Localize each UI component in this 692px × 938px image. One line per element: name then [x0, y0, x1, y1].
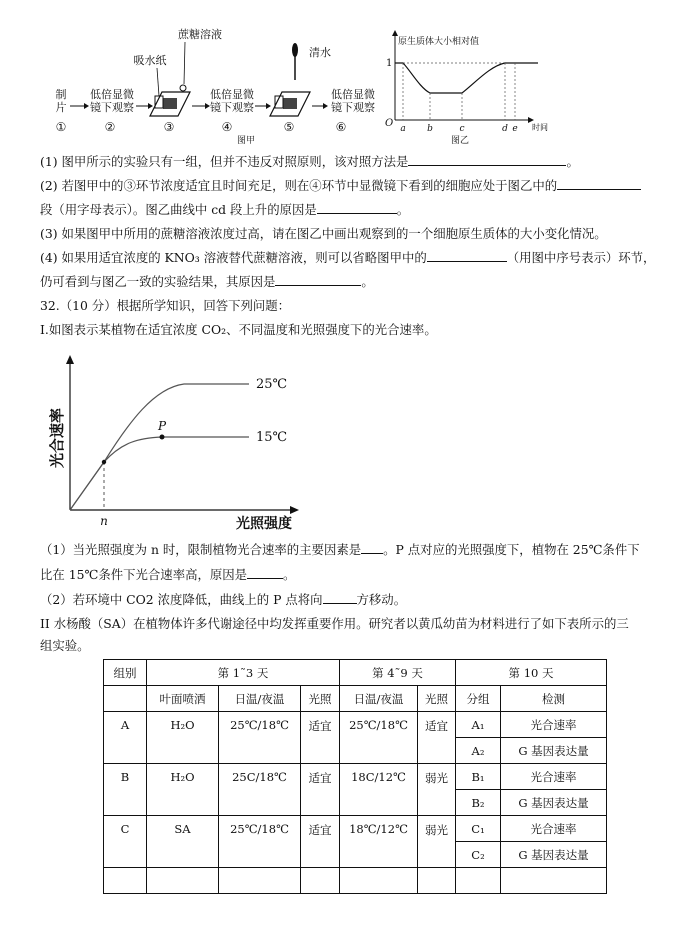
yi-tick-e: e [512, 124, 518, 134]
cell-empty [104, 868, 147, 894]
series-line-25c [70, 384, 249, 510]
question-2-line-1 [40, 177, 680, 195]
question-4-line-1 [40, 249, 680, 267]
cell-light-1: 适宜 [301, 816, 340, 868]
header-test: 检测 [501, 686, 607, 712]
cell-group-id: C [104, 816, 147, 868]
header-light-2: 光照 [418, 686, 456, 712]
figure-yi [380, 28, 580, 146]
cell-subgroup: B₁ [456, 764, 501, 790]
cell-empty [147, 868, 219, 894]
question-4-end: 。 [361, 274, 374, 289]
step-6-text-2: 镜下观察 [331, 101, 375, 114]
pc-y-arrow [66, 355, 74, 364]
header-day-10: 第 10 天 [456, 660, 607, 686]
question-1-text: (1) 图甲所示的实验只有一组，但并不违反对照原则，该对照方法是 [40, 154, 409, 169]
yi-xlabel: 时间 [532, 123, 548, 132]
arrow-1-head [84, 103, 89, 109]
sub-question-1-line-1 [40, 541, 680, 559]
label-sucrose-line [184, 42, 185, 84]
arrow-5-head [323, 103, 328, 109]
header-day-1-3: 第 1˜3 天 [147, 660, 340, 686]
header-group: 组别 [104, 660, 147, 686]
pc-point-n [102, 460, 106, 464]
yi-tick-b: b [427, 124, 433, 134]
step-2-text-2: 镜下观察 [90, 101, 134, 114]
sub-question-1-text-2: 比在 15℃条件下光合速率高，原因是 [40, 567, 248, 582]
question-3 [40, 225, 680, 243]
series-line-15c [70, 437, 249, 510]
header-day-4-9: 第 4˜9 天 [340, 660, 456, 686]
cell-empty [219, 868, 301, 894]
sub-question-1-text: （1）当光照强度为 n 时，限制植物光合速率的主要因素是 [40, 542, 362, 557]
pc-point-p-label: P [158, 419, 167, 433]
step-2-num: ② [104, 120, 116, 134]
yi-y-arrow [392, 30, 398, 36]
table-row [104, 816, 607, 842]
sub-question-1-line-2 [40, 566, 680, 584]
step-3-num: ③ [163, 120, 175, 134]
answer-blank-q2b[interactable] [317, 201, 397, 214]
cell-empty [501, 868, 607, 894]
question-4-text: (4) 如果用适宜浓度的 KNO₃ 溶液替代蔗糖溶液，则可以省略图甲中的 [40, 250, 427, 265]
pc-point-p [160, 435, 165, 440]
cell-light-2: 弱光 [418, 764, 456, 816]
question-1-end: 。 [566, 154, 579, 169]
step-1-text-2: 片 [55, 101, 67, 114]
sub-question-2-text-b: 方移动。 [356, 592, 407, 607]
pc-tick-n: n [100, 514, 108, 528]
cell-test: G 基因表达量 [501, 738, 607, 764]
step-1-num: ① [55, 120, 67, 134]
yi-origin: O [385, 118, 394, 129]
yi-curve [395, 63, 538, 93]
step-4-text-1: 低倍显微 [210, 88, 254, 101]
cell-empty [301, 868, 340, 894]
table-row-empty [104, 868, 607, 894]
question-4-text-b: （用图中序号表示）环节， [506, 250, 656, 265]
cell-subgroup: C₁ [456, 816, 501, 842]
header-empty [104, 686, 147, 712]
cell-test: 光合速率 [501, 764, 607, 790]
cell-empty [418, 868, 456, 894]
cell-light-1: 适宜 [301, 764, 340, 816]
question-4-text-2: 仍可看到与图乙一致的实验结果，其原因是 [40, 274, 276, 289]
question-1 [40, 153, 680, 171]
step-6-num: ⑥ [335, 120, 347, 134]
table-header-row-2 [104, 686, 607, 712]
cell-temp-2: 18C/12℃ [340, 764, 418, 816]
sub-question-2-text: （2）若环境中 CO2 浓度降低，曲线上的 P 点将向 [40, 592, 323, 607]
cell-group-id: B [104, 764, 147, 816]
pc-x-arrow [290, 506, 299, 514]
arrow-2-head [148, 103, 153, 109]
part-2-line-2 [40, 637, 680, 655]
yi-ylabel: 原生质体大小相对值 [398, 37, 480, 47]
label-paper-line [157, 68, 159, 96]
cell-empty [340, 868, 418, 894]
dropper-icon [292, 43, 298, 80]
yi-tick-a: a [400, 124, 406, 134]
cell-subgroup: A₂ [456, 738, 501, 764]
experiment-table [103, 659, 607, 894]
sub-question-2 [40, 591, 680, 609]
series-label-15c: 15℃ [256, 430, 288, 445]
question-3-text: (3) 如果图甲中所用的蔗糖溶液浓度过高，请在图乙中画出观察到的一个细胞原生质体的大小变化情况。 [40, 226, 607, 241]
answer-blank-q1[interactable] [408, 153, 566, 166]
part-2-text-2: 组实验。 [40, 638, 90, 653]
table-row [104, 712, 607, 738]
cell-test: 光合速率 [501, 712, 607, 738]
question-2-line-2 [40, 201, 680, 219]
cell-test: 光合速率 [501, 816, 607, 842]
cell-group-id: A [104, 712, 147, 764]
slide-icon-5 [270, 92, 310, 116]
part-1-intro-text: I.如图表示某植物在适宜浓度 CO₂、不同温度和光照强度下的光合速率。 [40, 322, 437, 337]
question-2-text-2: 段（用字母表示）。图乙曲线中 cd 段上升的原因是 [40, 202, 317, 217]
part-2-text: II 水杨酸（SA）在植物体许多代谢途径中均发挥重要作用。研究者以黄瓜幼苗为材料进行了如下表所示的三 [40, 616, 629, 631]
pc-xlabel: 光照强度 [236, 516, 292, 532]
cell-spray: H₂O [147, 712, 219, 764]
yi-tick-d: d [502, 124, 508, 134]
arrow-4-head [266, 103, 271, 109]
header-spray: 叶面喷洒 [147, 686, 219, 712]
part-2-line-1 [40, 615, 680, 633]
question-32-title [40, 297, 680, 315]
figure-jia [40, 20, 385, 145]
cell-subgroup: A₁ [456, 712, 501, 738]
cell-temp-2: 25℃/18℃ [340, 712, 418, 764]
header-temp-2: 日温/夜温 [340, 686, 418, 712]
header-light-1: 光照 [301, 686, 340, 712]
label-absorbent-paper: 吸水纸 [133, 54, 167, 67]
cell-subgroup: C₂ [456, 842, 501, 868]
yi-tick-c: c [459, 124, 465, 134]
caption-jia: 图甲 [236, 136, 256, 145]
table-header-row-1 [104, 660, 607, 686]
cell-light-2: 适宜 [418, 712, 456, 764]
answer-blank-q4a[interactable] [427, 249, 507, 262]
cell-empty [456, 868, 501, 894]
cell-temp-1: 25C/18℃ [219, 764, 301, 816]
question-2-end: 。 [396, 202, 410, 217]
answer-blank-sub1b[interactable] [247, 566, 283, 579]
step-2-text-1: 低倍显微 [90, 88, 134, 101]
cell-temp-1: 25℃/18℃ [219, 816, 301, 868]
cell-temp-1: 25℃/18℃ [219, 712, 301, 764]
step-4-num: ④ [221, 120, 233, 134]
answer-blank-sub2[interactable] [323, 591, 357, 604]
yi-caption: 图乙 [450, 136, 470, 146]
cell-spray: H₂O [147, 764, 219, 816]
label-sucrose-solution: 蔗糖溶液 [178, 28, 222, 41]
header-subgroup: 分组 [456, 686, 501, 712]
cell-test: G 基因表达量 [501, 842, 607, 868]
table-row [104, 764, 607, 790]
part-1-intro [40, 321, 680, 339]
slide-icon-3 [150, 85, 190, 116]
header-temp-1: 日温/夜温 [219, 686, 301, 712]
yi-y-tick-1: 1 [386, 58, 393, 69]
cell-light-1: 适宜 [301, 712, 340, 764]
sub-question-1-end: 。 [283, 567, 296, 582]
cell-spray: SA [147, 816, 219, 868]
cell-temp-2: 18℃/12℃ [340, 816, 418, 868]
label-clear-water: 清水 [309, 46, 331, 59]
question-4-line-2 [40, 273, 680, 291]
photosynthesis-chart [44, 350, 314, 535]
cell-light-2: 弱光 [418, 816, 456, 868]
sub-question-1-text-b: 。P 点对应的光照强度下，植物在 25℃条件下 [383, 542, 640, 557]
cell-subgroup: B₂ [456, 790, 501, 816]
question-2-text: (2) 若图甲中的③环节浓度适宜且时间充足，则在④环节中显微镜下看到的细胞应处于图乙中的 [40, 178, 558, 193]
answer-blank-q4b[interactable] [275, 273, 361, 286]
answer-blank-sub1a[interactable] [361, 541, 383, 554]
pc-ylabel: 光合速率 [48, 407, 66, 469]
question-32-text: 32.（10 分）根据所学知识，回答下列问题： [40, 298, 291, 313]
answer-blank-q2a[interactable] [557, 177, 641, 190]
step-6-text-1: 低倍显微 [331, 88, 375, 101]
step-4-text-2: 镜下观察 [210, 101, 254, 114]
cell-test: G 基因表达量 [501, 790, 607, 816]
step-5-num: ⑤ [283, 120, 295, 134]
step-1-text-1: 制 [55, 88, 67, 101]
series-label-25c: 25℃ [256, 377, 288, 392]
